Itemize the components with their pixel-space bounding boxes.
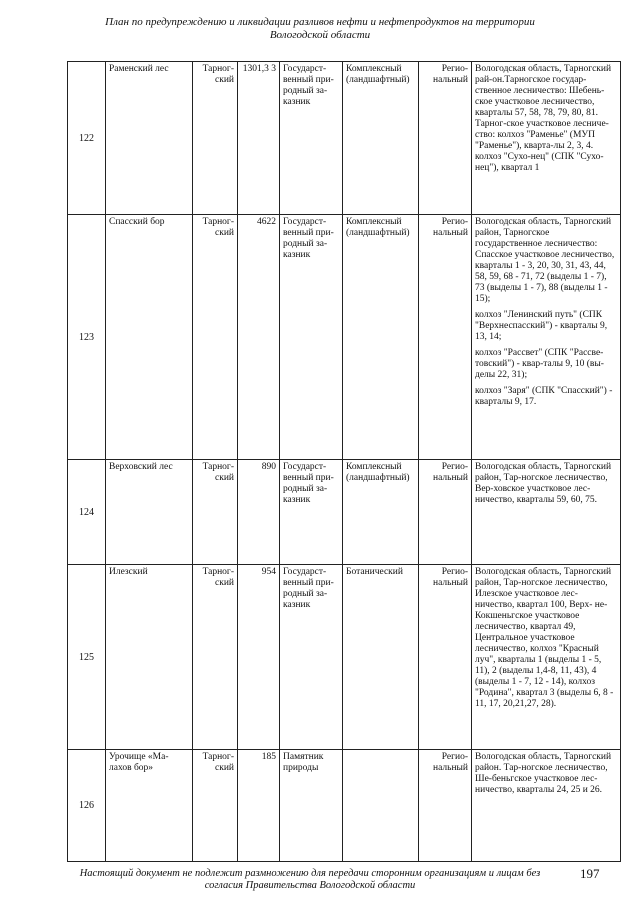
address-cell (472, 565, 621, 750)
row-number-cell: 123 (68, 215, 106, 460)
address-cell (472, 750, 621, 862)
address-cell (472, 62, 621, 215)
area-cell: 890 (238, 460, 280, 565)
address-cell (472, 215, 621, 460)
footer-line-2: согласия Правительства Вологодской области (204, 880, 416, 891)
category-cell: Памятник природы (280, 750, 343, 862)
profile-cell: Комплексный (ландшафтный) (343, 460, 419, 565)
address-paragraph: Вологодская область, Тарногский район, Тар-ногское лесничество, Илезское участковое лес-ничество, квартал 100, Верх- не-Кокшеньгское участковое лесничество, квартал 49, Центральное участковое лесничество, колхоз "Красный луч", кварталы 1 (выделы 1 - 5, 11), 2 (выделы 1,4-8, 11, 43), 4 (выделы 1 - 7, 12 - 14), колхоз "Родина", квартал 3 (выделы 6, 8 - 11, 17, 20,21,27, 28). (475, 567, 614, 709)
significance-cell: Регио-нальный (419, 565, 472, 750)
protected-areas-table (67, 61, 621, 862)
area-cell: 954 (238, 565, 280, 750)
table-row (68, 565, 621, 750)
area-cell: 185 (238, 750, 280, 862)
area-cell: 1301,3 3 (238, 62, 280, 215)
profile-cell: Ботанический (343, 565, 419, 750)
address-paragraph: колхоз "Заря" (СПК "Спасский") - кварталы 9, 17. (475, 386, 613, 407)
address-paragraph: колхоз "Ленинский путь" (СПК "Верхнеспасский") - кварталы 9, 13, 14; (475, 310, 608, 342)
profile-cell: Комплексный (ландшафтный) (343, 215, 419, 460)
district-cell: Тарног-ский (193, 215, 238, 460)
address-paragraph: Вологодская область, Тарногский рай-он.Тарногское государ-ственное лесничество: Шебень- ское участковое лесничество, кварталы 57, 58, 78, 79, 80, 81. Тарног-ское участковое лесниче-ство: колхоз "Раменье" (МУП "Раменье"), кварта-лы 2, 3, 4. колхоз "Сухо-нец" (СПК "Сухо- нец"), квартал 1 (475, 64, 612, 173)
category-cell: Государст-венный при-родный за-казник (280, 460, 343, 565)
document-footer (60, 868, 560, 892)
table-row (68, 62, 621, 215)
area-cell: 4622 (238, 215, 280, 460)
name-cell: Урочище «Ма-лахов бор» (106, 750, 193, 862)
significance-cell: Регио-нальный (419, 215, 472, 460)
name-cell: Илезский (106, 565, 193, 750)
address-paragraph: Вологодская область, Тарногский район, Тар-ногское лесничество, Вер-ховское участковое лес-ничество, кварталы 59, 60, 75. (475, 462, 612, 505)
header-line-2: Вологодской области (269, 29, 371, 41)
table-row (68, 215, 621, 460)
header-line-1: План по предупреждению и ликвидации разливов нефти и нефтепродуктов на территории (105, 16, 535, 28)
district-cell: Тарног-ский (193, 750, 238, 862)
significance-cell: Регио-нальный (419, 750, 472, 862)
name-cell: Верховский лес (106, 460, 193, 565)
table-row (68, 750, 621, 862)
category-cell: Государст-венный при-родный за-казник (280, 565, 343, 750)
profile-cell (343, 750, 419, 862)
profile-cell: Комплексный (ландшафтный) (343, 62, 419, 215)
address-paragraph: колхоз "Рассвет" (СПК "Рассве- товский") - квар-талы 9, 10 (вы- делы 22, 31); (475, 348, 604, 380)
district-cell: Тарног-ский (193, 460, 238, 565)
row-number-cell: 125 (68, 565, 106, 750)
significance-cell: Регио-нальный (419, 62, 472, 215)
footer-line-1: Настоящий документ не подлежит размножению для передачи сторонним организациям и лицам без (79, 868, 541, 879)
category-cell: Государст-венный при-родный за-казник (280, 62, 343, 215)
address-paragraph: Вологодская область, Тарногский район. Тар-ногское лесничество, Ше-беньгское участковое лес-ничество, кварталы 24, 25 и 26. (475, 752, 612, 795)
row-number-cell: 126 (68, 750, 106, 862)
district-cell: Тарног-ский (193, 565, 238, 750)
name-cell: Раменский лес (106, 62, 193, 215)
document-header (80, 16, 560, 42)
district-cell: Тарног-ский (193, 62, 238, 215)
page-number: 197 (580, 866, 600, 881)
row-number-cell: 122 (68, 62, 106, 215)
category-cell: Государст-венный при-родный за-казник (280, 215, 343, 460)
name-cell: Спасский бор (106, 215, 193, 460)
significance-cell: Регио-нальный (419, 460, 472, 565)
row-number-cell: 124 (68, 460, 106, 565)
address-cell (472, 460, 621, 565)
address-paragraph: Вологодская область, Тарногский район, Тарногское государственное лесничество: Спасское участковое лесничество, кварталы 1 - 3, 20, 30, 31, 43, 44, 58, 59, 68 - 71, 72 (выделы 1 - 7), 73 (выделы 1 - 7), 88 (выделы 1 - 15); (475, 217, 615, 304)
table-row (68, 460, 621, 565)
